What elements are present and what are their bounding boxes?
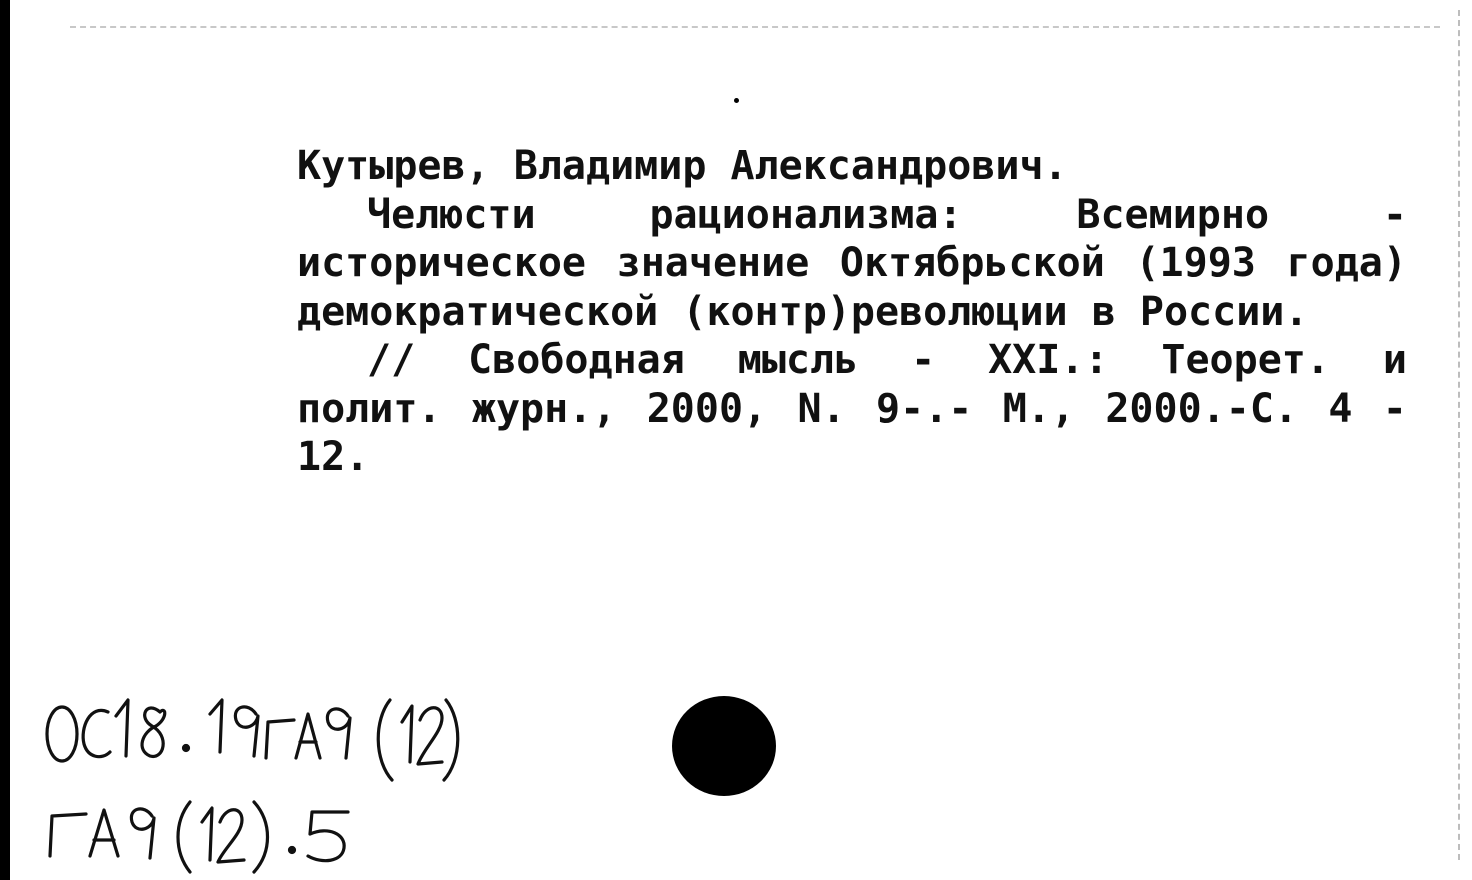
title-line-2: историческое значение Октябрьской (1993 года) bbox=[297, 240, 1407, 286]
source-line-2: полит. журн., 2000, N. 9-.- М., 2000.-С. 4 - bbox=[297, 385, 1407, 432]
title-line-1: Челюсти рационализма: Всемирно - bbox=[367, 191, 1407, 238]
source-line-3: 12. bbox=[297, 434, 370, 480]
handwriting-drawing bbox=[10, 0, 1472, 880]
source-line-1: // Свободная мысль - XXI.: Теорет. и bbox=[367, 337, 1407, 383]
shelf-mark-2 bbox=[50, 802, 348, 872]
title-line-3: демократической (контр)революции в России. bbox=[297, 288, 1309, 335]
shelf-mark-1 bbox=[47, 700, 458, 780]
author-line: Кутырев, Владимир Александрович. bbox=[297, 143, 1068, 189]
